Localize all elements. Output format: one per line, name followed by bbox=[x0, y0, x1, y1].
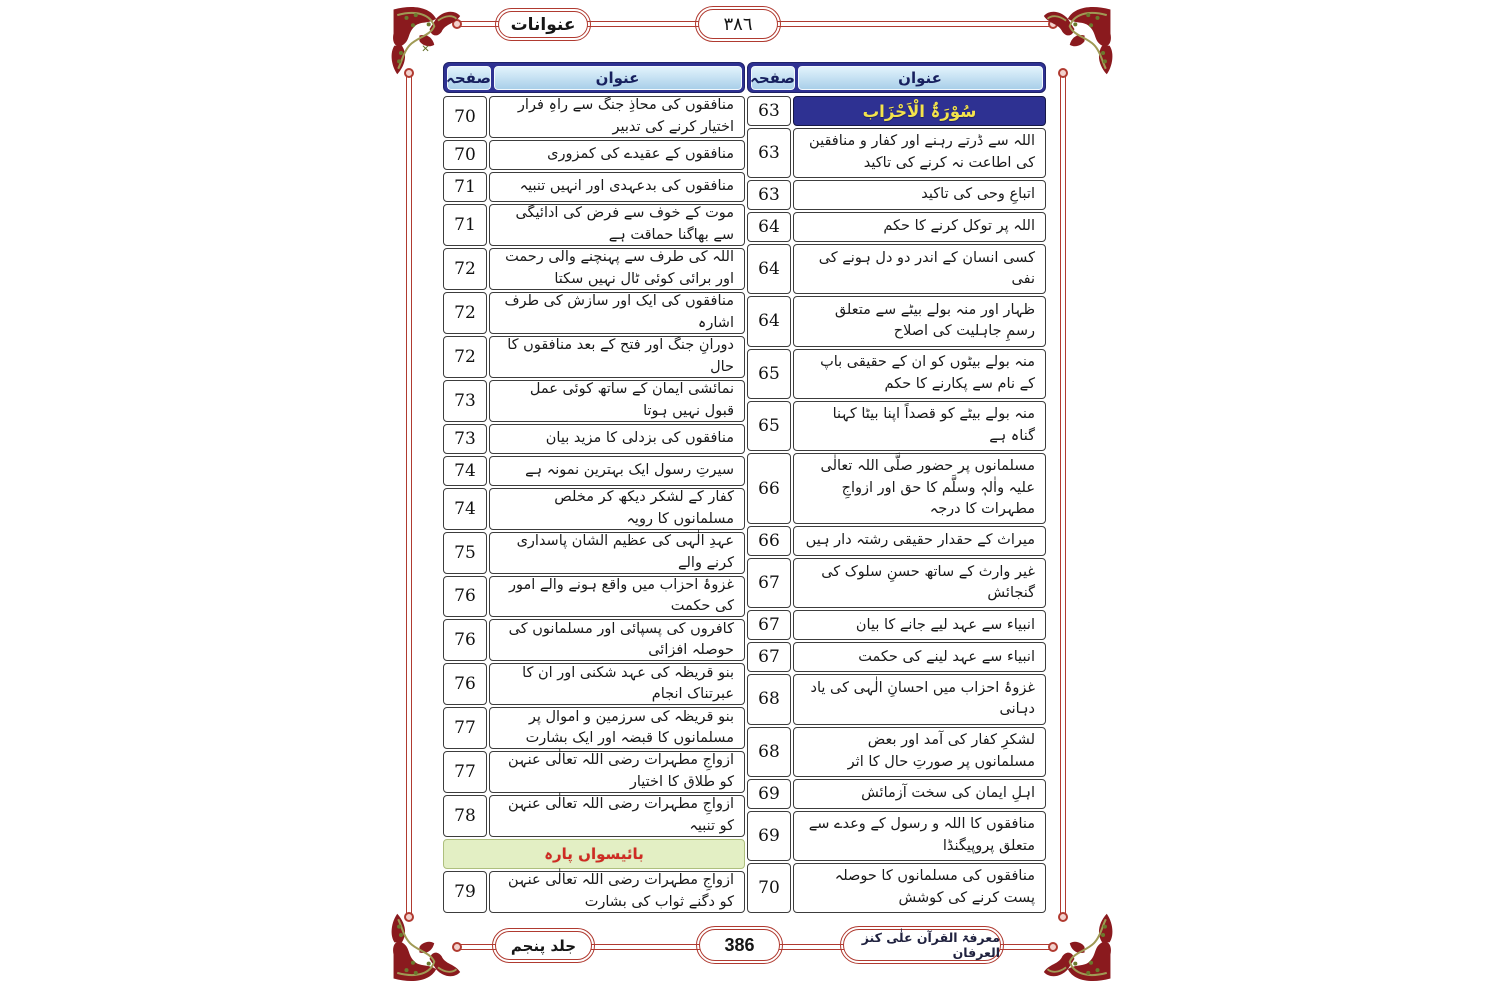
toc-left-rows bbox=[443, 96, 745, 913]
page-number-cell: 77 bbox=[443, 751, 487, 793]
entry-title-cell: موت کے خوف سے فرض کی ادائیگی سے بھاگنا حماقت ہے bbox=[489, 204, 745, 246]
page-number-cell: 63 bbox=[747, 128, 791, 178]
page-number-cell: 67 bbox=[747, 642, 791, 672]
corner-ornament-icon bbox=[1042, 4, 1116, 78]
entry-title-cell: غزوۂ احزاب میں واقع ہونے والے امور کی حکمت bbox=[489, 576, 745, 618]
toc-row bbox=[443, 204, 745, 246]
toc-row bbox=[443, 707, 745, 749]
toc-row bbox=[747, 863, 1046, 913]
entry-title-cell: کفار کے لشکر دیکھ کر مخلص مسلمانوں کا رویہ bbox=[489, 488, 745, 530]
page-number-cell: 72 bbox=[443, 248, 487, 290]
entry-title-cell: غزوۂ احزاب میں احسانِ الٰہی کی یاد دہانی bbox=[793, 674, 1046, 724]
page-number-cell: 76 bbox=[443, 619, 487, 661]
page-number-cell: 63 bbox=[747, 96, 791, 126]
toc-row bbox=[747, 401, 1046, 451]
entry-title-cell: منہ بولے بیٹوں کو ان کے حقیقی باپ کے نام سے پکارنے کا حکم bbox=[793, 349, 1046, 399]
toc-right-rows bbox=[747, 96, 1046, 913]
page-column-header: صفحہ bbox=[751, 66, 795, 90]
toc-row bbox=[443, 96, 745, 138]
entry-title-cell: کسی انسان کے اندر دو دل ہونے کی نفی bbox=[793, 244, 1046, 294]
toc-row bbox=[747, 558, 1046, 608]
entry-title-cell: مسلمانوں پر حضور صلَّی اللہ تعالٰی علیہ واٰلہٖ وسلَّم کا حق اور ازواجِ مطہرات کا درجہ bbox=[793, 453, 1046, 524]
toc-row bbox=[747, 674, 1046, 724]
page-number-cell: 71 bbox=[443, 172, 487, 202]
book-title-badge: معرفۃ القرآن علٰی کنز العرفان bbox=[843, 929, 1001, 961]
page-number-cell: 74 bbox=[443, 488, 487, 530]
toc-row bbox=[443, 751, 745, 793]
page-number-cell: 67 bbox=[747, 558, 791, 608]
page-number-cell: 79 bbox=[443, 871, 487, 913]
entry-title-cell: ازواجِ مطہرات رضی اللہ تعالٰی عنہن کو طلاق کا اختیار bbox=[489, 751, 745, 793]
page-number-cell: 70 bbox=[443, 140, 487, 170]
entry-title-cell: انبیاء سے عہد لینے کی حکمت bbox=[793, 642, 1046, 672]
page-number-cell: 69 bbox=[747, 811, 791, 861]
entry-title-cell: کافروں کی پسپائی اور مسلمانوں کی حوصلہ افزائی bbox=[489, 619, 745, 661]
entry-title-cell: منافقوں کی مسلمانوں کا حوصلہ پست کرنے کی کوشش bbox=[793, 863, 1046, 913]
column-header bbox=[747, 62, 1046, 93]
column-header bbox=[443, 62, 745, 93]
toc-row bbox=[747, 180, 1046, 210]
left-frame-rule bbox=[406, 72, 412, 918]
page-number-cell: 72 bbox=[443, 292, 487, 334]
entry-title-cell: بنو قریظہ کی سرزمین و اموال پر مسلمانوں کا قبضہ اور ایک بشارت bbox=[489, 707, 745, 749]
contents-badge: عنوانات bbox=[498, 11, 588, 38]
toc-row bbox=[747, 296, 1046, 346]
surah-banner-row bbox=[747, 96, 1046, 126]
entry-title-cell: بنو قریظہ کی عہد شکنی اور ان کا عبرتناک انجام bbox=[489, 663, 745, 705]
page-number-cell: 68 bbox=[747, 674, 791, 724]
svg-text:✕: ✕ bbox=[421, 44, 430, 56]
page-number-cell: 78 bbox=[443, 795, 487, 837]
entry-title-cell: عہدِ الٰہی کی عظیم الشان پاسداری کرنے والے bbox=[489, 532, 745, 574]
toc-row bbox=[747, 212, 1046, 242]
toc-row bbox=[443, 380, 745, 422]
title-column-header: عنوان bbox=[798, 66, 1043, 90]
page-number-cell: 65 bbox=[747, 401, 791, 451]
toc-row bbox=[443, 576, 745, 618]
page-number-cell: 74 bbox=[443, 456, 487, 486]
toc-row bbox=[443, 292, 745, 334]
toc-row bbox=[747, 610, 1046, 640]
title-column-header: عنوان bbox=[494, 66, 742, 90]
toc-row bbox=[443, 663, 745, 705]
corner-ornament-icon bbox=[1042, 910, 1116, 984]
page-number-cell: 66 bbox=[747, 453, 791, 524]
surah-title-cell: سُوْرَۃُ الْاَحْزَاب bbox=[793, 96, 1046, 126]
entry-title-cell: منافقوں کا اللہ و رسول کے وعدے سے متعلق پروپیگنڈا bbox=[793, 811, 1046, 861]
page-number-cell: 64 bbox=[747, 244, 791, 294]
toc-row bbox=[747, 244, 1046, 294]
entry-title-cell: اللہ پر توکل کرنے کا حکم bbox=[793, 212, 1046, 242]
entry-title-cell: منافقوں کی بدعہدی اور انہیں تنبیہ bbox=[489, 172, 745, 202]
toc-row bbox=[747, 642, 1046, 672]
toc-row bbox=[747, 349, 1046, 399]
entry-title-cell: منافقوں کی ایک اور سازش کی طرف اشارہ bbox=[489, 292, 745, 334]
page-number-cell: 65 bbox=[747, 349, 791, 399]
toc-row bbox=[443, 795, 745, 837]
page-number-cell: 76 bbox=[443, 663, 487, 705]
entry-title-cell: منافقوں کی بزدلی کا مزید بیان bbox=[489, 424, 745, 454]
toc-row bbox=[747, 811, 1046, 861]
entry-title-cell: انبیاء سے عہد لیے جانے کا بیان bbox=[793, 610, 1046, 640]
page-column-header: صفحہ bbox=[447, 66, 491, 90]
toc-row bbox=[443, 336, 745, 378]
entry-title-cell: غیر وارث کے ساتھ حسنِ سلوک کی گنجائش bbox=[793, 558, 1046, 608]
entry-title-cell: اتباعِ وحی کی تاکید bbox=[793, 180, 1046, 210]
entry-title-cell: منہ بولے بیٹے کو قصداً اپنا بیٹا کہنا گناہ ہے bbox=[793, 401, 1046, 451]
toc-right-column bbox=[747, 62, 1046, 913]
toc-row bbox=[747, 453, 1046, 524]
entry-title-cell: میراث کے حقدار حقیقی رشتہ دار ہیں bbox=[793, 526, 1046, 556]
toc-row bbox=[443, 619, 745, 661]
toc-row bbox=[443, 140, 745, 170]
page-number-cell: 75 bbox=[443, 532, 487, 574]
right-frame-rule bbox=[1060, 72, 1066, 918]
toc-row bbox=[443, 871, 745, 913]
entry-title-cell: ظہار اور منہ بولے بیٹے سے متعلق رسمِ جاہلیت کی اصلاح bbox=[793, 296, 1046, 346]
toc-row bbox=[443, 456, 745, 486]
page-number-cell: 71 bbox=[443, 204, 487, 246]
volume-badge: جلد پنجم bbox=[495, 931, 592, 960]
entry-title-cell: ازواجِ مطہرات رضی اللہ تعالٰی عنہن کو تنبیہ bbox=[489, 795, 745, 837]
entry-title-cell: منافقوں کی محاذِ جنگ سے راہِ فرار اختیار کرنے کی تدبیر bbox=[489, 96, 745, 138]
toc-row bbox=[747, 779, 1046, 809]
entry-title-cell: لشکرِ کفار کی آمد اور بعض مسلمانوں پر صورتِ حال کا اثر bbox=[793, 727, 1046, 777]
entry-title-cell: اہلِ ایمان کی سخت آزمائش bbox=[793, 779, 1046, 809]
toc-row bbox=[747, 526, 1046, 556]
page-number-cell: 64 bbox=[747, 212, 791, 242]
page-number-cell: 69 bbox=[747, 779, 791, 809]
page-number-arabic-badge: ٣٨٦ bbox=[698, 9, 778, 39]
entry-title-cell: اللہ سے ڈرتے رہنے اور کفار و منافقین کی اطاعت نہ کرنے کی تاکید bbox=[793, 128, 1046, 178]
para-banner-row bbox=[443, 839, 745, 869]
entry-title-cell: منافقوں کے عقیدے کی کمزوری bbox=[489, 140, 745, 170]
para-banner: بائیسواں پارہ bbox=[443, 839, 745, 869]
page-number-cell: 72 bbox=[443, 336, 487, 378]
toc-row bbox=[443, 532, 745, 574]
page-number-cell: 64 bbox=[747, 296, 791, 346]
page-number-cell: 76 bbox=[443, 576, 487, 618]
page-number-cell: 63 bbox=[747, 180, 791, 210]
page-number-cell: 67 bbox=[747, 610, 791, 640]
toc-row bbox=[747, 128, 1046, 178]
toc-left-column bbox=[443, 62, 745, 913]
entry-title-cell: سیرتِ رسول ایک بہترین نمونہ ہے bbox=[489, 456, 745, 486]
toc-row bbox=[443, 424, 745, 454]
page-number-cell: 70 bbox=[747, 863, 791, 913]
page-number-cell: 68 bbox=[747, 727, 791, 777]
page-number-cell: 77 bbox=[443, 707, 487, 749]
entry-title-cell: دورانِ جنگ اور فتح کے بعد منافقوں کا حال bbox=[489, 336, 745, 378]
entry-title-cell: ازواجِ مطہرات رضی اللہ تعالٰی عنہن کو دگنے ثواب کی بشارت bbox=[489, 871, 745, 913]
entry-title-cell: نمائشی ایمان کے ساتھ کوئی عمل قبول نہیں ہوتا bbox=[489, 380, 745, 422]
page-number-badge: 386 bbox=[699, 929, 780, 961]
page-number-cell: 73 bbox=[443, 424, 487, 454]
corner-ornament-icon bbox=[388, 910, 462, 984]
toc-row bbox=[443, 248, 745, 290]
toc-row bbox=[747, 727, 1046, 777]
page-number-cell: 73 bbox=[443, 380, 487, 422]
toc-row bbox=[443, 172, 745, 202]
toc-row bbox=[443, 488, 745, 530]
entry-title-cell: اللہ کی طرف سے پہنچنے والی رحمت اور برائی کوئی ٹال نہیں سکتا bbox=[489, 248, 745, 290]
page-number-cell: 70 bbox=[443, 96, 487, 138]
page-number-cell: 66 bbox=[747, 526, 791, 556]
